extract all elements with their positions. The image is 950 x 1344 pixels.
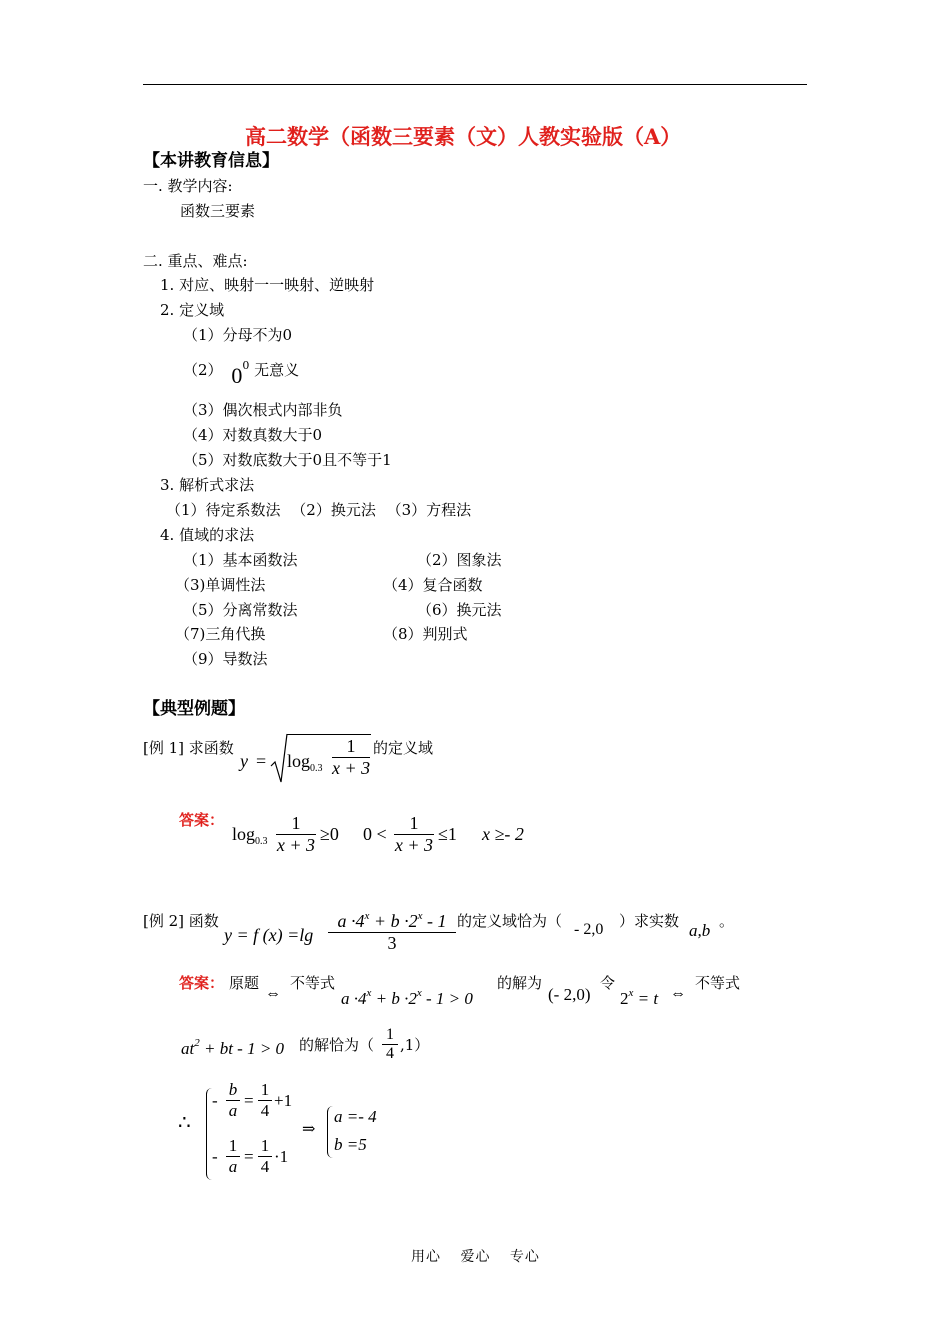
sys1-num: b <box>226 1080 240 1101</box>
answer-fraction-2 <box>394 813 434 855</box>
example1-log <box>287 752 323 774</box>
teach-content-heading: 一. 教学内容: <box>143 177 233 195</box>
answer-text-1: 原题 <box>229 974 260 992</box>
num-sup-1: x <box>364 910 370 922</box>
answer-log <box>232 825 268 847</box>
key-point-2: 2. 定义域 <box>160 301 225 319</box>
section-education-info: 【本讲教育信息】 <box>143 151 279 171</box>
line2-text: 的解恰为（ <box>299 1036 375 1054</box>
quad-at: at <box>181 1039 195 1058</box>
implies-icon: ⇒ <box>302 1121 316 1138</box>
range-method-8: （8）判别式 <box>383 625 468 643</box>
answer-substitution <box>620 988 658 1007</box>
num-sup-2: x <box>417 910 423 922</box>
answer-text-4: 令 <box>600 974 616 992</box>
domain-rule-2-exponent: 0 <box>242 359 250 372</box>
range-method-2: （2）图象法 <box>417 551 502 569</box>
example2-lhs: y = f (x) =lg <box>224 925 314 945</box>
example2-answer-label: 答案： <box>179 974 225 992</box>
sqrt-overline <box>287 734 371 735</box>
sys2-eq: = <box>244 1147 254 1166</box>
sub-sup: x <box>628 987 634 999</box>
answer-fraction-2-den: x + 3 <box>394 834 434 855</box>
example2-text-2: ）求实数 <box>619 912 680 930</box>
page-footer: 用心 爱心 专心 <box>411 1249 540 1265</box>
iff-icon: ⇔ <box>265 985 281 1002</box>
example2-vars: a,b <box>689 921 711 940</box>
sys2-minus: - <box>212 1147 218 1166</box>
sys1-rfraction <box>258 1080 272 1120</box>
answer-log-base: 0.3 <box>255 836 268 847</box>
quarter-fraction <box>382 1026 398 1064</box>
answer-interval: (- 2,0) <box>548 985 591 1004</box>
quad-rest: + bt - 1 > 0 <box>199 1039 285 1058</box>
answer-inequality <box>341 988 473 1007</box>
range-method-9: （9）导数法 <box>183 650 268 668</box>
num-a4: a ·4 <box>337 911 365 931</box>
range-method-6: （6）换元法 <box>417 601 502 619</box>
domain-rule-2-prefix: （2） <box>183 361 223 379</box>
example2-end: 。 <box>719 912 735 930</box>
range-method-3: （3)单调性法 <box>175 576 266 594</box>
expression-methods: （1）待定系数法 （2）换元法 （3）方程法 <box>166 501 472 519</box>
domain-rule-2-zero: 0 <box>231 363 243 388</box>
quarter-num: 1 <box>382 1026 398 1045</box>
key-points-heading: 二. 重点、难点: <box>143 252 248 270</box>
therefore-icon: ∴ <box>178 1112 191 1134</box>
example2-label: [例 2] 函数 <box>143 912 219 930</box>
answer-fraction-1-den: x + 3 <box>276 834 316 855</box>
answer-fraction-1 <box>276 813 316 855</box>
ineq-a4: a ·4 <box>341 989 367 1008</box>
domain-rule-3: （3）偶次根式内部非负 <box>183 401 343 419</box>
sys2-rfraction <box>258 1136 272 1176</box>
example2-text-1: 的定义域恰为（ <box>457 912 563 930</box>
result-brace <box>327 1106 333 1158</box>
sub-base: 2 <box>620 989 629 1008</box>
ineq-sup-2: x <box>416 987 422 999</box>
answer-left-bound: 0 < <box>363 824 387 844</box>
range-method-1: （1）基本函数法 <box>183 551 298 569</box>
domain-rule-4: （4）对数真数大于0 <box>183 426 323 444</box>
domain-rule-2 <box>183 357 300 388</box>
log-base: 0.3 <box>310 763 323 774</box>
ineq-sup-1: x <box>366 987 372 999</box>
example2-fraction-den: 3 <box>387 932 397 953</box>
quadratic-inequality <box>181 1038 284 1057</box>
header-rule <box>143 84 807 85</box>
sqrt-sign-icon <box>270 732 288 784</box>
sys2-rden: 4 <box>260 1156 270 1176</box>
sys2-rnum: 1 <box>258 1136 272 1157</box>
example1-suffix: 的定义域 <box>373 739 434 757</box>
answer-rel-2: ≤1 <box>438 824 457 844</box>
example1-y: y <box>240 751 248 771</box>
answer-rel-1: ≥0 <box>320 824 339 844</box>
iff-icon-2: ⇔ <box>670 985 686 1002</box>
line2-end: ,1） <box>400 1036 430 1054</box>
ineq-rest: - 1 > 0 <box>421 989 473 1008</box>
num-minus-1: - 1 <box>422 911 447 931</box>
example1-fraction <box>332 736 370 778</box>
domain-rule-1: （1）分母不为0 <box>183 326 293 344</box>
domain-rule-5: （5）对数底数大于0且不等于1 <box>183 451 392 469</box>
sys1-fraction <box>226 1080 240 1120</box>
sys1-tail: +1 <box>274 1091 293 1110</box>
answer-result: x ≥- 2 <box>482 824 524 844</box>
example1-equals: = <box>256 751 267 771</box>
result-a: a =- 4 <box>334 1107 377 1126</box>
example1-label: [例 1] 求函数 <box>143 739 234 757</box>
result-b: b =5 <box>334 1135 367 1154</box>
example2-formula <box>224 908 456 958</box>
sys2-fraction <box>226 1136 240 1176</box>
key-point-3: 3. 解析式求法 <box>160 476 255 494</box>
range-method-4: （4）复合函数 <box>383 576 483 594</box>
num-b2: + b ·2 <box>369 911 418 931</box>
sys1-rden: 4 <box>260 1100 270 1120</box>
answer-text-3: 的解为 <box>497 974 543 992</box>
teach-content-body: 函数三要素 <box>180 202 256 220</box>
sub-rest: = t <box>633 989 659 1008</box>
system-eq-1 <box>212 1080 302 1124</box>
answer-fraction-1-num: 1 <box>276 813 316 835</box>
answer-text-2: 不等式 <box>290 974 336 992</box>
sys2-tail: ·1 <box>274 1147 289 1166</box>
sys1-den: a <box>228 1100 238 1120</box>
sys1-minus: - <box>212 1091 218 1110</box>
example1-answer-label: 答案： <box>179 811 225 829</box>
quarter-den: 4 <box>386 1045 394 1063</box>
key-point-4: 4. 值域的求法 <box>160 526 255 544</box>
example1-fraction-num: 1 <box>332 736 370 758</box>
sys1-rnum: 1 <box>258 1080 272 1101</box>
quad-sup: 2 <box>194 1037 200 1049</box>
sys2-num: 1 <box>226 1136 240 1157</box>
example2-fraction <box>328 910 456 953</box>
range-method-5: （5）分离常数法 <box>183 601 298 619</box>
answer-log-text: log <box>232 824 256 844</box>
ineq-b2: + b ·2 <box>371 989 417 1008</box>
example1-fraction-den: x + 3 <box>332 757 371 778</box>
example2-fraction-num <box>328 910 456 933</box>
range-method-7: （7)三角代换 <box>175 625 266 643</box>
domain-rule-2-text: 无意义 <box>254 361 300 379</box>
sys1-eq: = <box>244 1091 254 1110</box>
sys2-den: a <box>228 1156 238 1176</box>
example2-interval: - 2,0 <box>574 921 604 938</box>
log-text: log <box>287 751 311 771</box>
answer-fraction-2-num: 1 <box>394 813 434 835</box>
page-title: 高二数学（函数三要素（文）人教实验版（A） <box>245 124 682 149</box>
system-eq-2 <box>212 1136 302 1180</box>
answer-text-5: 不等式 <box>695 974 741 992</box>
section-examples: 【典型例题】 <box>143 699 245 719</box>
key-point-1: 1. 对应、映射一一映射、逆映射 <box>160 276 375 294</box>
